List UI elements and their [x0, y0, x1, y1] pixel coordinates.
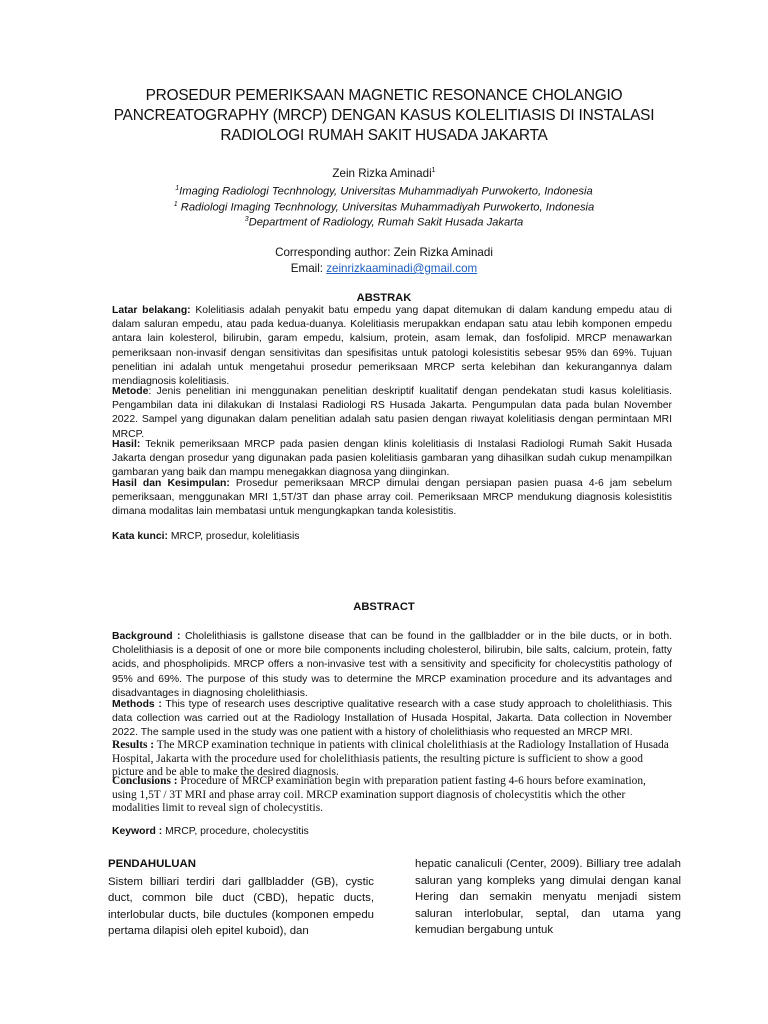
abstract-background: [112, 630, 672, 701]
email-link[interactable]: zeinrizkaaminadi@gmail.com: [326, 262, 478, 275]
conclusions-label: Conclusions :: [112, 775, 178, 787]
paper-title: PROSEDUR PEMERIKSAAN MAGNETIC RESONANCE CHOLANGIO PANCREATOGRAPHY (MRCP) DENGAN KASUS KOLELITIASIS DI INSTALASI RADIOLOGI RUMAH SAKIT HUSADA JAKARTA: [113, 87, 655, 144]
hasil-text: Teknik pemeriksaan MRCP pada pasien dengan klinis kolelitiasis di Instalasi Radiologi Rumah Sakit Husada Jakarta dengan prosedur yang digunakan pada pasien kolelitiasis gambaran yang dihasilkan sudah cukup menampilkan gambaran yang baik dan mampu menegakkan diagnosa yang diinginkan.: [112, 439, 672, 479]
affiliation-sup: 1: [173, 201, 178, 208]
abstrak-hasil: [112, 438, 672, 481]
affiliation-3: [0, 216, 768, 229]
kata-kunci: [112, 531, 300, 542]
pendahuluan-left-column: [108, 856, 374, 940]
pendahuluan-left-text: Sistem billiari terdiri dari gallbladder (GB), cystic duct, common bile duct (CBD), hepatic ducts, interlobular ducts, bile ductules (komponen empedu pertama dilapisi oleh epitel kuboid), dan: [108, 875, 374, 938]
kesimpulan-text: Prosedur pemeriksaan MRCP dimulai dengan persiapan pasien puasa 4-6 jam sebelum pemeriksaan, menggunakan MRI 1,5T/3T dan phase array coil. Pemeriksaan MRCP mendukung diagnosis kolesistitis dimana modalitas lain membatasi untuk mengungkapkan tanda kolesistitis.: [112, 478, 672, 518]
author-name: [0, 167, 768, 180]
affiliation-sup: 3: [244, 216, 249, 223]
abstract-methods: [112, 698, 672, 741]
metode-label: Metode: [112, 386, 149, 397]
author-superscript: 1: [431, 167, 436, 175]
abstrak-latar-belakang: [112, 304, 672, 389]
latar-text: Kolelitiasis adalah penyakit batu empedu yang dapat ditemukan di dalam kandung empedu atau di dalam saluran empedu, atau pada kedua-duanya. Kolelitiasis merupakkan endapan satu atau lebih komponen empedu antara lain kolesterol, bilirubin, garam empedu, kalsium, protein, asam lemak, dan fosfolipid. MRCP menawarkan pemeriksaan non-invasif dengan sensitivitas dan spesifisitas untuk patologi kolesistitis sebesar 95% dan 69%. Tujuan penelitian ini adalah untuk mengetahui prosedur pemeriksaan MRCP serta kelebihan dan kekurangannya dalam mendiagnosis kolelitiasis.: [112, 305, 672, 388]
email-line: [0, 262, 768, 275]
abstrak-kesimpulan: [112, 477, 672, 520]
kesimpulan-label: Hasil dan Kesimpulan:: [112, 478, 230, 489]
keyword-label: Keyword :: [112, 826, 163, 837]
affiliation-text: Department of Radiology, Rumah Sakit Husada Jakarta: [248, 216, 524, 229]
methods-text: This type of research uses descriptive qualitative research with a case study approach to cholelithiasis. This data collection was carried out at the Radiology Installation of Husada Hospital, Jakarta. Data collection in November 2022. The sample used in the study was one patient with a history of cholelithiasis who requested an MRCP MRI.: [112, 699, 672, 739]
pendahuluan-right-text: hepatic canaliculi (Center, 2009). Billiary tree adalah saluran yang kompleks yang dimulai dengan kanal Hering dan semakin menyatu menjadi sistem saluran interlobular, septal, dan utama yang kemudian bergabung untuk: [415, 858, 681, 937]
abstrak-heading: ABSTRAK: [356, 292, 412, 304]
affiliation-text: Imaging Radiologi Tecnhnology, Universitas Muhammadiyah Purwokerto, Indonesia: [179, 185, 593, 198]
abstract-results: [112, 739, 672, 780]
corresponding-author: Corresponding author: Zein Rizka Aminadi: [275, 246, 493, 259]
results-label: Results :: [112, 739, 155, 751]
abstract-conclusions: [112, 775, 672, 816]
author-text: Zein Rizka Aminadi: [332, 167, 432, 180]
results-text: The MRCP examination technique in patients with clinical cholelithiasis at the Radiology Installation of Husada Hospital, Jakarta with the procedure used for cholelithiasis patients, the resulting picture is sufficient to show a good picture and be able to make the desired diagnosis.: [112, 739, 669, 779]
keyword-text: MRCP, procedure, cholecystitis: [162, 826, 309, 837]
conclusions-text: Procedure of MRCP examination begin with preparation patient fasting 4-6 hours before examination, using 1,5T / 3T MRI and phase array coil. MRCP examination support diagnosis of cholecystitis which the other modalities limit to reveal sign of cholecystitis.: [112, 775, 646, 815]
latar-label: Latar belakang:: [112, 305, 191, 316]
email-label: Email:: [290, 262, 327, 275]
background-label: Background :: [112, 631, 181, 642]
affiliation-1: [0, 185, 768, 198]
pendahuluan-heading: PENDAHULUAN: [108, 858, 196, 870]
abstrak-metode: [112, 385, 672, 442]
hasil-label: Hasil:: [112, 439, 141, 450]
abstract-heading: ABSTRACT: [353, 601, 415, 613]
kata-kunci-label: Kata kunci:: [112, 531, 169, 542]
kata-kunci-text: MRCP, prosedur, kolelitiasis: [168, 531, 300, 542]
pendahuluan-right-column: [415, 856, 681, 939]
affiliation-2: [0, 201, 768, 214]
affiliation-sup: 1: [175, 185, 180, 192]
metode-text: : Jenis penelitian ini menggunakan penelitian deskriptif kualitatif dengan pendekatan studi kasus kolelitiasis. Pengambilan data ini dilakukan di Instalasi Radiologi RS Husada Jakarta. Pengumpulan data pada bulan November 2022. Sampel yang digunakan dalam penelitian adalah satu pasien dengan riwayat kolelitiasis dengan permintaan MRI MRCP.: [112, 386, 672, 440]
keyword-line: [112, 826, 309, 837]
background-text: Cholelithiasis is gallstone disease that can be found in the gallbladder or in the bile ducts, or in both. Cholelithiasis is a deposit of one or more bile components including cholesterol, bilirubin, bile salts, calcium, protein, fatty acids, and phospholipids. MRCP offers a non-invasive test with a sensitivity and specificity for cholecystitis pathology of 95% and 69%. The purpose of this study was to determine the MRCP examination procedure and its advantages and disadvantages in diagnosing cholelithiasis.: [112, 631, 672, 699]
methods-label: Methods :: [112, 699, 162, 710]
affiliation-text: Radiologi Imaging Tecnhnology, Universitas Muhammadiyah Purwokerto, Indonesia: [177, 201, 595, 214]
